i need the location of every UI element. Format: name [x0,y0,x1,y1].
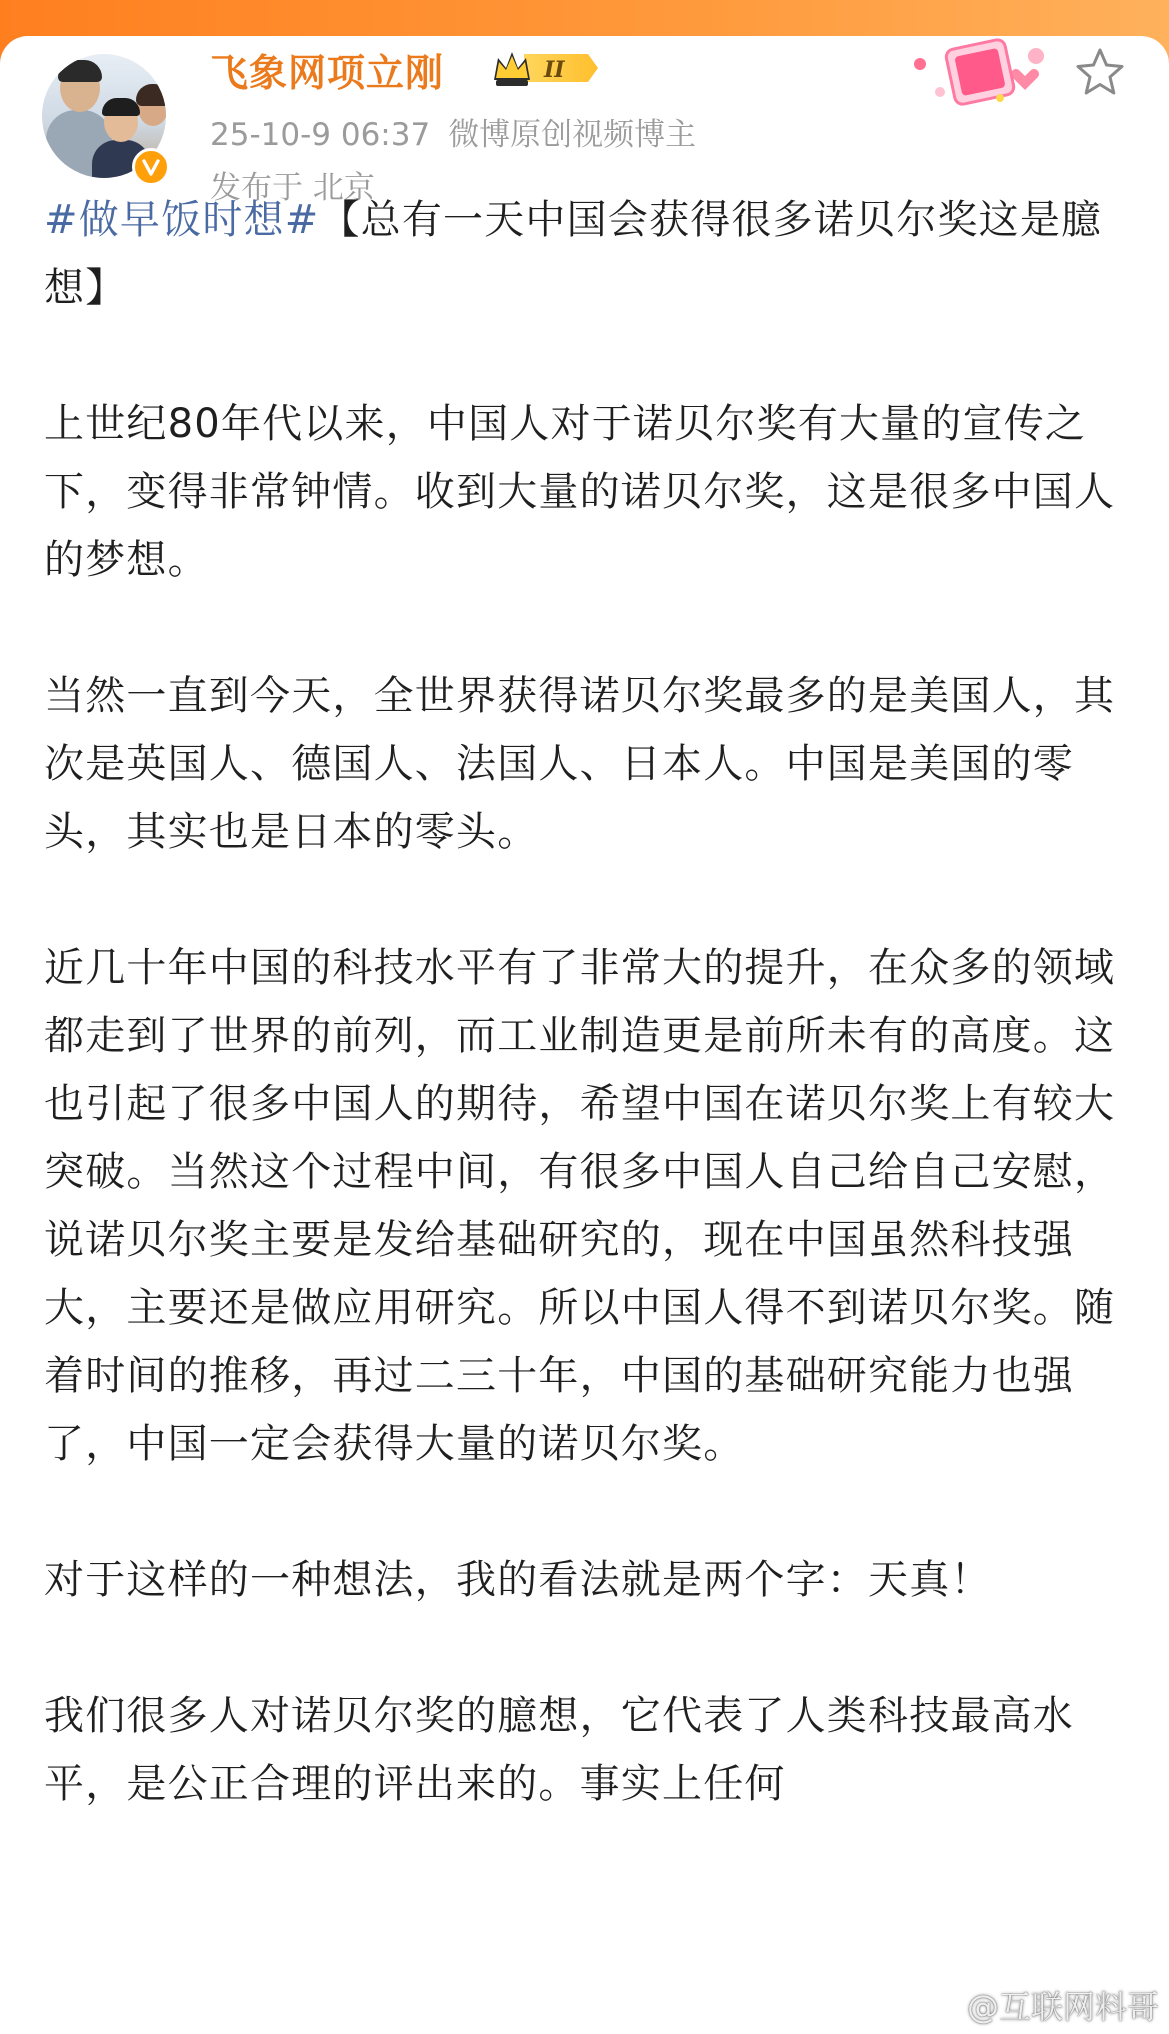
username[interactable]: 飞象网项立刚 [210,51,445,95]
timestamp: 25-10-9 06:37 [210,117,431,153]
verified-badge-icon [132,148,170,186]
paragraph: 当然一直到今天，全世界获得诺贝尔奖最多的是美国人，其次是英国人、德国人、法国人、日本人。中国是美国的零头，其实也是日本的零头。 [44,673,1116,855]
author-tag[interactable]: 微博原创视频博主 [448,117,697,153]
flower-card-decoration [900,36,1060,116]
location: 发布于 北京 [210,170,375,206]
star-icon[interactable] [1074,46,1126,98]
crown-icon [490,46,602,90]
watermark-text: @互联网料哥 [966,1988,1159,2026]
avatar-figure [136,84,166,106]
paragraph: 对于这样的一种想法，我的看法就是两个字：天真！ [44,1557,992,1603]
paragraph: 我们很多人对诺贝尔奖的臆想，它代表了人类科技最高水平，是公正合理的评出来的。事实上任何 [44,1693,1074,1807]
post-meta [210,109,696,154]
post-title-text: 【总有一天中国会获得很多诺贝尔奖这是臆想】 [44,197,1103,311]
post-body [44,186,1134,1886]
watermark [967,1982,1159,2028]
paragraph: 上世纪80年代以来，中国人对于诺贝尔奖有大量的宣传之下，变得非常钟情。收到大量的诺贝尔奖，这是很多中国人的梦想。 [44,401,1116,583]
post-title [44,186,1134,322]
vip-level: II [544,57,565,83]
post-card [0,36,1169,2034]
hashtag-link[interactable]: #做早饭时想# [44,197,320,243]
avatar-figure [58,60,102,82]
paragraph: 近几十年中国的科技水平有了非常大的提升，在众多的领域都走到了世界的前列，而工业制造更是前所未有的高度。这也引起了很多中国人的期待，希望中国在诺贝尔奖上有较大突破。当然这个过程中间，有很多中国人自己给自己安慰，说诺贝尔奖主要是发给基础研究的，现在中国虽然科技强大，主要还是做应用研究。所以中国人得不到诺贝尔奖。随着时间的推移，再过二三十年，中国的基础研究能力也强了，中国一定会获得大量的诺贝尔奖。 [44,945,1116,1467]
avatar-figure [102,98,140,116]
